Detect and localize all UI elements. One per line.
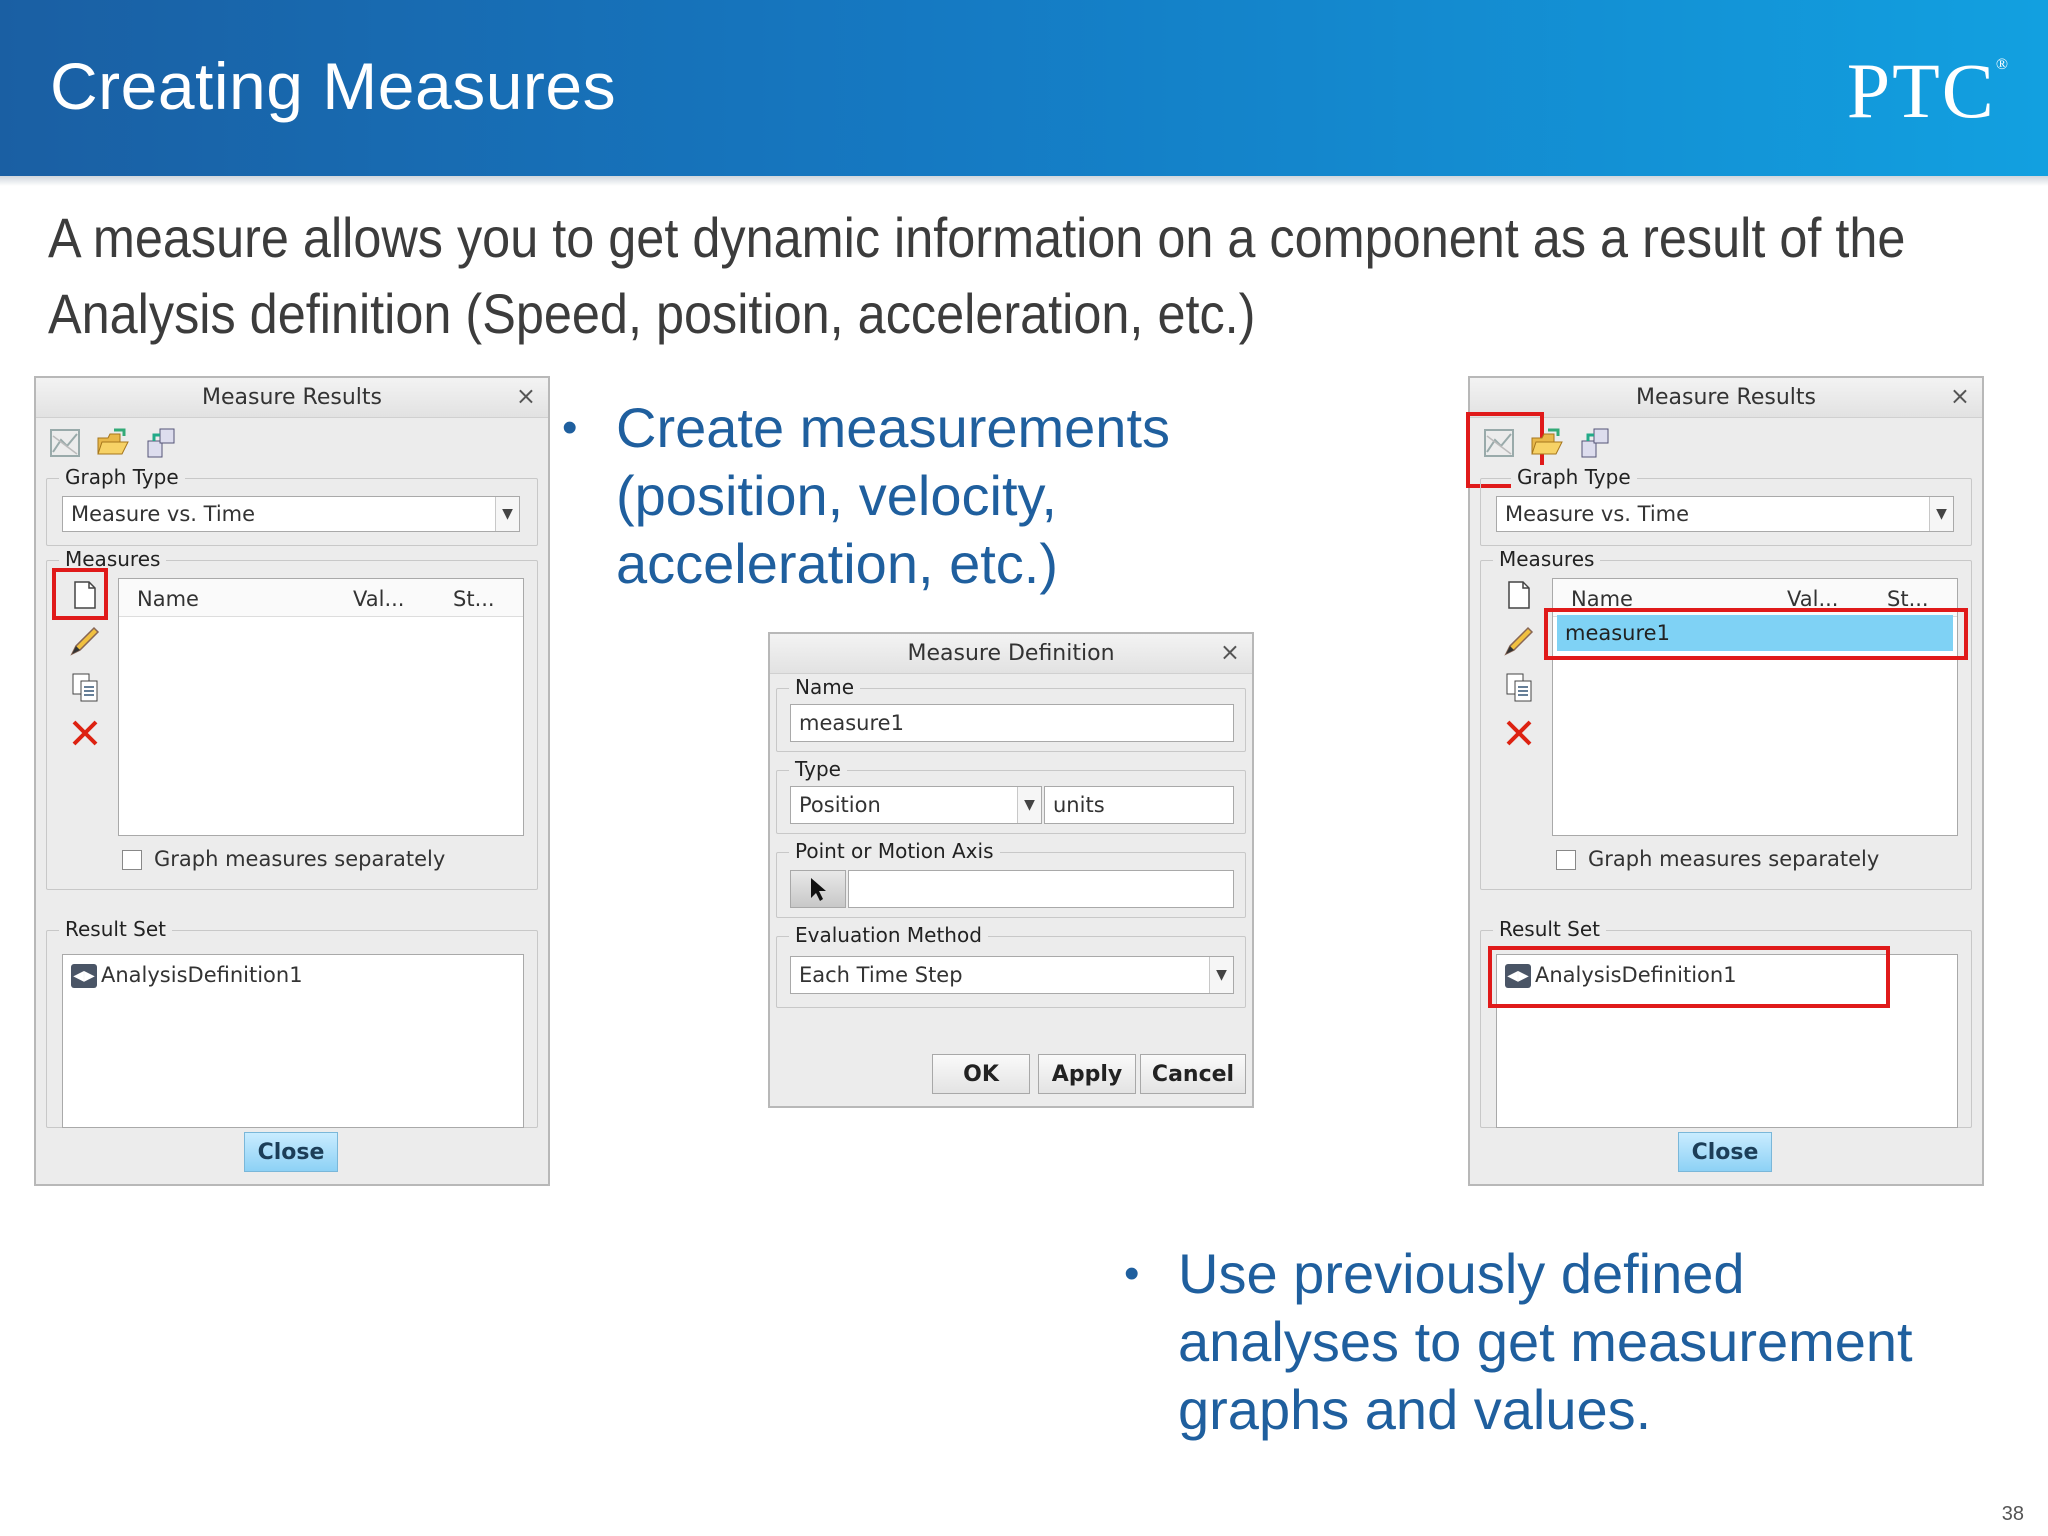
measure-name-cell: measure1	[1565, 621, 1670, 645]
bullet-line: (position, velocity,	[616, 464, 1057, 527]
graph-type-select[interactable]	[62, 496, 520, 532]
edit-pencil-icon[interactable]	[68, 624, 102, 658]
delete-x-icon[interactable]	[68, 716, 102, 750]
title-banner	[0, 0, 2048, 176]
measures-label: Measures	[59, 547, 166, 571]
graph-separately-label: Graph measures separately	[154, 847, 446, 871]
column-name[interactable]: Name	[1571, 587, 1633, 611]
result-set-icon: ◀▶	[1505, 964, 1531, 988]
bullet-use-analyses	[1124, 1240, 1998, 1444]
close-button[interactable]: Close	[244, 1132, 338, 1172]
intro-text: A measure allows you to get dynamic information on a component as a result of the Analysis definition (Speed, position, acceleration, etc.)	[48, 206, 1906, 345]
open-folder-icon[interactable]	[96, 426, 130, 460]
graph-separately-label: Graph measures separately	[1588, 847, 1880, 871]
bullet-dot: •	[562, 403, 578, 452]
export-icon[interactable]	[1578, 426, 1612, 460]
dialog-titlebar	[770, 634, 1252, 674]
bullet-line: Create measurements	[616, 396, 1171, 459]
result-set-item-label: AnalysisDefinition1	[101, 963, 303, 987]
new-measure-icon[interactable]	[1502, 578, 1536, 612]
page-number: 38	[2001, 1503, 2024, 1525]
name-value: measure1	[799, 711, 904, 735]
graph-type-value: Measure vs. Time	[71, 502, 256, 526]
bullet-line: analyses to get measurement	[1178, 1310, 1913, 1373]
graph-type-select[interactable]	[1496, 496, 1954, 532]
export-icon[interactable]	[144, 426, 178, 460]
cancel-button[interactable]: Cancel	[1140, 1054, 1246, 1094]
delete-x-icon[interactable]	[1502, 716, 1536, 750]
column-value[interactable]: Val...	[353, 587, 405, 611]
result-set-label: Result Set	[59, 917, 172, 941]
type-select[interactable]	[790, 786, 1042, 824]
dialog-titlebar	[1470, 378, 1982, 418]
ptc-logo: PTC®	[1846, 47, 2008, 134]
measure-results-dialog-right	[1468, 376, 1984, 1186]
column-name[interactable]: Name	[137, 587, 199, 611]
graph-separately-checkbox[interactable]	[1556, 850, 1576, 870]
measure-results-dialog-left	[34, 376, 550, 1186]
result-set-list[interactable]	[62, 954, 524, 1128]
units-field[interactable]	[1044, 786, 1234, 824]
graph-type-label: Graph Type	[1511, 465, 1637, 489]
table-header	[119, 579, 523, 617]
highlight-measure-row	[1544, 608, 1968, 660]
result-set-icon: ◀▶	[71, 964, 97, 988]
dropdown-arrow-icon[interactable]: ▼	[1017, 787, 1041, 823]
point-axis-label: Point or Motion Axis	[789, 839, 1000, 863]
dialog-title: Measure Definition	[907, 641, 1115, 666]
bullet-line: acceleration, etc.)	[616, 532, 1058, 595]
bullet-line: Use previously defined	[1178, 1242, 1745, 1305]
graph-icon[interactable]	[48, 426, 82, 460]
close-button[interactable]: Close	[1678, 1132, 1772, 1172]
edit-pencil-icon[interactable]	[1502, 624, 1536, 658]
measures-label: Measures	[1493, 547, 1600, 571]
bullet-create-measurements	[562, 394, 1216, 598]
evaluation-label: Evaluation Method	[789, 923, 988, 947]
bullet-line: graphs and values.	[1178, 1378, 1652, 1441]
copy-icon[interactable]	[68, 670, 102, 704]
graph-type-value: Measure vs. Time	[1505, 502, 1690, 526]
units-value: units	[1053, 793, 1105, 817]
type-label: Type	[789, 757, 847, 781]
close-icon[interactable]: ×	[1949, 382, 1970, 410]
result-set-item-label: AnalysisDefinition1	[1535, 963, 1737, 987]
point-axis-input[interactable]	[848, 870, 1234, 908]
close-icon[interactable]: ×	[515, 382, 536, 410]
evaluation-select[interactable]	[790, 956, 1234, 994]
copy-icon[interactable]	[1502, 670, 1536, 704]
open-folder-icon[interactable]	[1530, 426, 1564, 460]
measures-table[interactable]	[118, 578, 524, 836]
highlight-new-measure	[52, 568, 108, 620]
dialog-title: Measure Results	[1636, 385, 1816, 410]
type-value: Position	[799, 793, 881, 817]
name-input[interactable]	[790, 704, 1234, 742]
dropdown-arrow-icon[interactable]: ▼	[495, 497, 519, 531]
dropdown-arrow-icon[interactable]: ▼	[1929, 497, 1953, 531]
ok-button[interactable]: OK	[932, 1054, 1030, 1094]
dialog-title: Measure Results	[202, 385, 382, 410]
evaluation-value: Each Time Step	[799, 963, 963, 987]
bullet-dot: •	[1124, 1249, 1140, 1298]
measure-definition-dialog	[768, 632, 1254, 1108]
close-icon[interactable]: ×	[1219, 638, 1240, 666]
dialog-titlebar	[36, 378, 548, 418]
column-status[interactable]: St...	[1887, 587, 1929, 611]
apply-button[interactable]: Apply	[1038, 1054, 1136, 1094]
select-point-button[interactable]	[790, 870, 846, 908]
graph-separately-checkbox[interactable]	[122, 850, 142, 870]
cursor-select-icon	[809, 876, 827, 902]
highlight-result-set	[1488, 946, 1890, 1008]
result-set-label: Result Set	[1493, 917, 1606, 941]
column-value[interactable]: Val...	[1787, 587, 1839, 611]
dropdown-arrow-icon[interactable]: ▼	[1209, 957, 1233, 993]
list-item[interactable]	[71, 963, 303, 988]
graph-type-label: Graph Type	[59, 465, 185, 489]
column-status[interactable]: St...	[453, 587, 495, 611]
banner-shadow	[0, 176, 2048, 186]
name-label: Name	[789, 675, 860, 699]
page-title: Creating Measures	[50, 49, 617, 123]
